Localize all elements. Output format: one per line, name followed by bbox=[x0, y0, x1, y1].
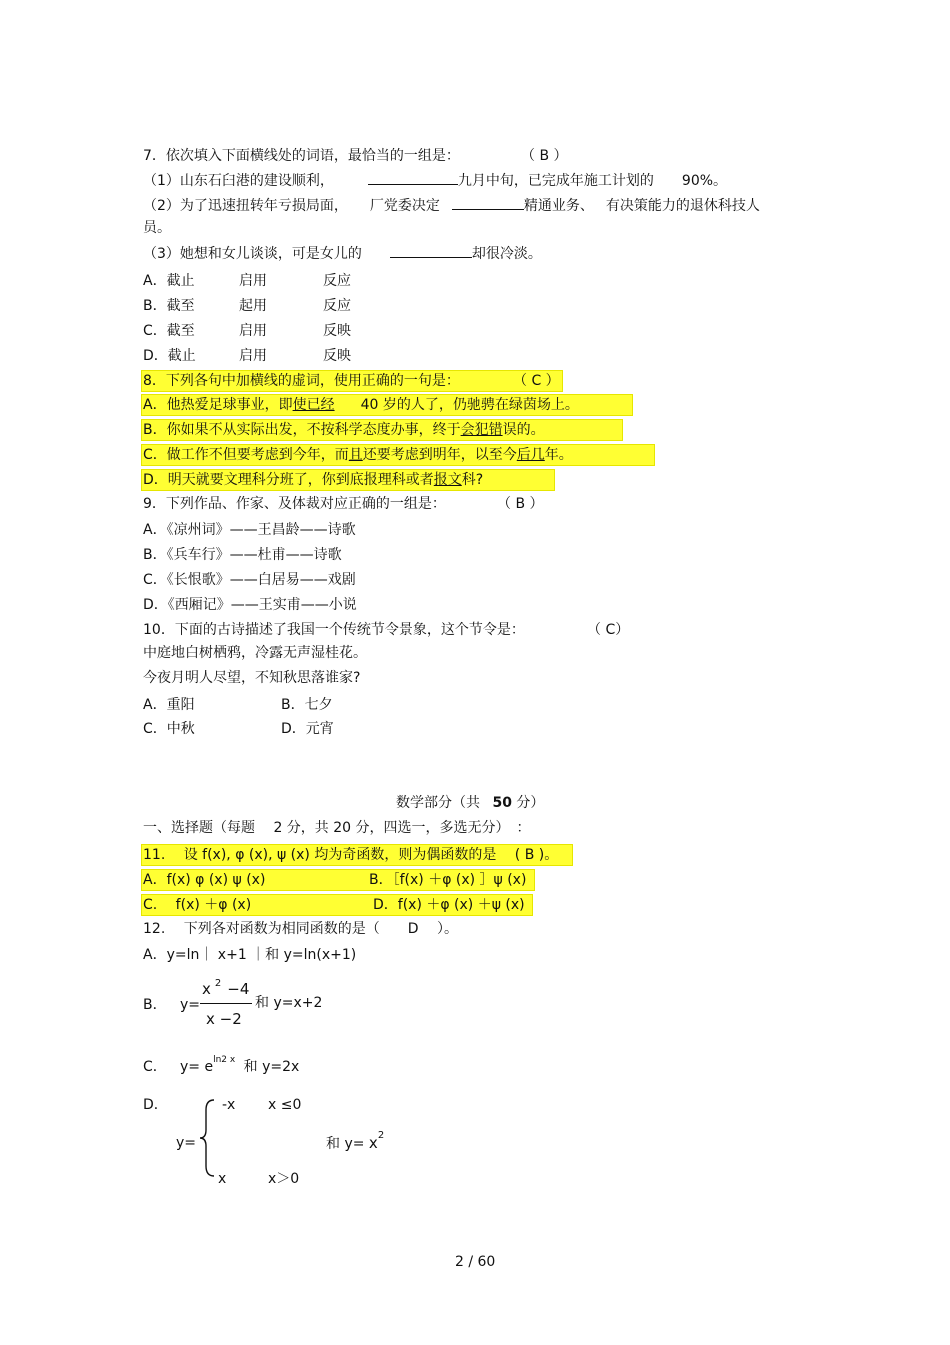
q7-sentence-3 bbox=[143, 243, 542, 263]
q7-s3-part-a: （3）她想和女儿谈谈，可是女儿的 bbox=[143, 246, 362, 262]
q12-option-d-y: y= bbox=[176, 1135, 197, 1151]
q7-s2-part-e: 员。 bbox=[143, 220, 171, 236]
q12-option-d-top-cond: x ≤0 bbox=[268, 1097, 302, 1113]
q9-stem: 9．下列作品、作家、及体裁对应正确的一组是： bbox=[143, 496, 446, 512]
q8-c-underlined-1: 且 bbox=[348, 447, 363, 463]
q12-option-d-and: 和 y= bbox=[326, 1136, 365, 1152]
q10-answer: （ C） bbox=[587, 622, 630, 638]
q8-c-part-1: C．做工作不但要考虑到今年，而 bbox=[143, 447, 349, 463]
q7-stem-line bbox=[143, 146, 568, 166]
q10-options-row-2 bbox=[143, 719, 334, 739]
q7-s1-part-b: 九月中旬，已完成年施工计划的 bbox=[457, 173, 654, 189]
q7-option-b-w2: 起用 bbox=[239, 298, 267, 314]
blank-line bbox=[390, 243, 472, 258]
blank-line bbox=[452, 195, 524, 210]
q7-option-c bbox=[143, 321, 351, 341]
q8-b-underlined: 会犯错 bbox=[460, 422, 503, 438]
q7-option-d-w2: 启用 bbox=[239, 348, 267, 364]
q7-sentence-1 bbox=[143, 170, 727, 190]
q7-answer: （ B ） bbox=[521, 148, 568, 164]
q10-option-b: B．七夕 bbox=[281, 697, 333, 713]
q12-option-c-base: y= e bbox=[180, 1059, 214, 1075]
q8-c-underlined-2: 后几 bbox=[516, 447, 545, 463]
q12-option-d-rhs bbox=[326, 1130, 385, 1153]
q11-option-b: B．［f(x) ＋φ (x) ］ψ (x) bbox=[369, 872, 527, 888]
q7-option-a bbox=[143, 271, 351, 291]
q10-poem-line-1: 中庭地白树栖鸦，冷露无声湿桂花。 bbox=[143, 645, 367, 661]
q7-s2-part-b: 厂党委决定 bbox=[369, 198, 440, 214]
blank-line bbox=[368, 170, 458, 185]
q8-option-c bbox=[141, 444, 655, 466]
q7-s1-part-c: 90%。 bbox=[681, 173, 728, 189]
numerator-exponent: 2 bbox=[214, 978, 222, 989]
q7-option-c-w3: 反映 bbox=[323, 323, 351, 339]
q7-option-b-w3: 反应 bbox=[323, 298, 351, 314]
q7-s2-part-a: （2）为了迅速扭转年亏损局面， bbox=[143, 198, 348, 214]
q11-option-c: C. f(x) ＋φ (x) bbox=[143, 897, 252, 913]
q11-option-a: A．f(x) φ (x) ψ (x) bbox=[143, 872, 266, 888]
q7-option-b bbox=[143, 296, 351, 316]
q8-answer: （ C ） bbox=[513, 373, 560, 389]
q7-option-a-w3: 反应 bbox=[323, 273, 351, 289]
q7-option-a-label: A．截止 bbox=[143, 273, 195, 289]
q7-stem: 7．依次填入下面横线处的词语，最恰当的一组是： bbox=[143, 148, 460, 164]
fraction-denominator: x −2 bbox=[206, 1010, 242, 1028]
q12-option-d-top-expr: -x bbox=[222, 1097, 236, 1113]
q11-options-row-2 bbox=[141, 894, 533, 916]
q7-s2-part-c: 精通业务、 bbox=[523, 198, 594, 214]
q9-option-b: B．《兵车行》——杜甫——诗歌 bbox=[143, 547, 342, 563]
q8-a-part-1: A．他热爱足球事业，即 bbox=[143, 397, 293, 413]
q12-option-d-rhs-base: x bbox=[368, 1134, 378, 1152]
q7-option-a-w2: 启用 bbox=[239, 273, 267, 289]
q8-b-part-3: 误的。 bbox=[502, 422, 545, 438]
q12-option-b-y: y= bbox=[180, 997, 201, 1013]
q12-option-c-exponent: ln2 x bbox=[213, 1055, 236, 1065]
q9-option-c: C．《长恨歌》——白居易——戏剧 bbox=[143, 572, 356, 588]
q8-option-a bbox=[141, 394, 633, 416]
math-title bbox=[396, 793, 544, 813]
q10-stem: 10．下面的古诗描述了我国一个传统节令景象，这个节令是： bbox=[143, 622, 525, 638]
q7-option-d-label: D．截止 bbox=[143, 348, 196, 364]
q7-sentence-2 bbox=[143, 195, 760, 215]
left-brace-icon bbox=[198, 1098, 218, 1178]
q11-option-d: D．f(x) ＋φ (x) ＋ψ (x) bbox=[373, 897, 525, 913]
q8-a-part-3: 40 岁的人了，仍驰骋在绿茵场上。 bbox=[360, 397, 579, 413]
q12-option-c-rhs: 和 y=2x bbox=[243, 1059, 300, 1075]
q10-poem-line-2: 今夜月明人尽望，不知秋思落谁家? bbox=[143, 670, 361, 686]
q12-option-d-bottom-expr: x bbox=[218, 1171, 227, 1187]
page-number: 2 / 60 bbox=[455, 1254, 496, 1270]
q9-stem-line bbox=[143, 494, 544, 514]
numerator-rest: −4 bbox=[227, 980, 250, 998]
math-title-part-a: 数学部分（共 bbox=[396, 795, 480, 811]
q9-option-d: D．《西厢记》——王实甫——小说 bbox=[143, 597, 357, 613]
q8-a-underlined: 使已经 bbox=[292, 397, 335, 413]
math-title-score: 50 bbox=[492, 795, 512, 811]
q11-options-row-1 bbox=[141, 869, 535, 891]
q10-option-d: D．元宵 bbox=[281, 721, 334, 737]
q12-option-a: A．y=ln｜ x+1 ｜和 y=ln(x+1) bbox=[143, 947, 357, 963]
math-title-part-c: 分） bbox=[516, 795, 545, 811]
q9-option-a: A．《凉州词》——王昌龄——诗歌 bbox=[143, 522, 356, 538]
q8-d-part-3: 科? bbox=[461, 472, 484, 488]
q10-options-row-1 bbox=[143, 695, 333, 715]
q11-stem: 11. 设 f(x), φ (x), ψ (x) 均为奇函数，则为偶函数的是 ( B )。 bbox=[141, 844, 573, 866]
q8-stem: 8．下列各句中加横线的虚词，使用正确的一句是： bbox=[143, 373, 460, 389]
numerator-base: x bbox=[202, 980, 211, 998]
q10-option-c: C．中秋 bbox=[143, 721, 195, 737]
q8-b-part-1: B．你如果不从实际出发，不按科学态度办事，终于 bbox=[143, 422, 461, 438]
q7-option-d-w3: 反映 bbox=[323, 348, 351, 364]
q12-stem: 12. 下列各对函数为相同函数的是（ D ）。 bbox=[143, 921, 458, 937]
q7-s2-part-d: 有决策能力的退休科技人 bbox=[605, 198, 760, 214]
q10-option-a: A．重阳 bbox=[143, 697, 195, 713]
math-section-heading: 一、选择题（每题 2 分，共 20 分，四选一，多选无分） ： bbox=[143, 820, 531, 836]
q12-option-d-bottom-cond: x＞0 bbox=[268, 1171, 300, 1187]
q12-option-c-expr bbox=[180, 1057, 299, 1077]
q7-s1-part-a: （1）山东石臼港的建设顺利， bbox=[143, 173, 334, 189]
q8-d-part-1: D．明天就要文理科分班了，你到底报理科或者 bbox=[143, 472, 434, 488]
q7-option-d bbox=[143, 346, 351, 366]
q12-option-d-label: D． bbox=[143, 1097, 168, 1113]
q8-option-d bbox=[141, 469, 555, 491]
q12-option-b-label: B． bbox=[143, 997, 167, 1013]
q8-c-part-3: 还要考虑到明年，以至今 bbox=[362, 447, 517, 463]
q8-option-b bbox=[141, 419, 623, 441]
q12-option-d-rhs-exponent: 2 bbox=[377, 1130, 385, 1141]
q7-option-c-label: C．截至 bbox=[143, 323, 195, 339]
q9-answer: （ B ） bbox=[497, 496, 544, 512]
fraction-bar bbox=[200, 1003, 252, 1004]
q8-stem-line bbox=[141, 370, 563, 392]
q12-option-c-label: C． bbox=[143, 1059, 167, 1075]
q12-option-b-rhs: 和 y=x+2 bbox=[255, 995, 323, 1011]
q7-option-c-w2: 启用 bbox=[239, 323, 267, 339]
q8-c-part-5: 年。 bbox=[544, 447, 573, 463]
q7-option-b-label: B．截至 bbox=[143, 298, 195, 314]
fraction-numerator bbox=[202, 980, 249, 998]
q7-s3-part-b: 却很冷淡。 bbox=[471, 246, 542, 262]
q12-option-b-fraction bbox=[200, 980, 260, 1030]
q8-d-underlined: 报文 bbox=[433, 472, 462, 488]
q10-stem-line bbox=[143, 620, 630, 640]
